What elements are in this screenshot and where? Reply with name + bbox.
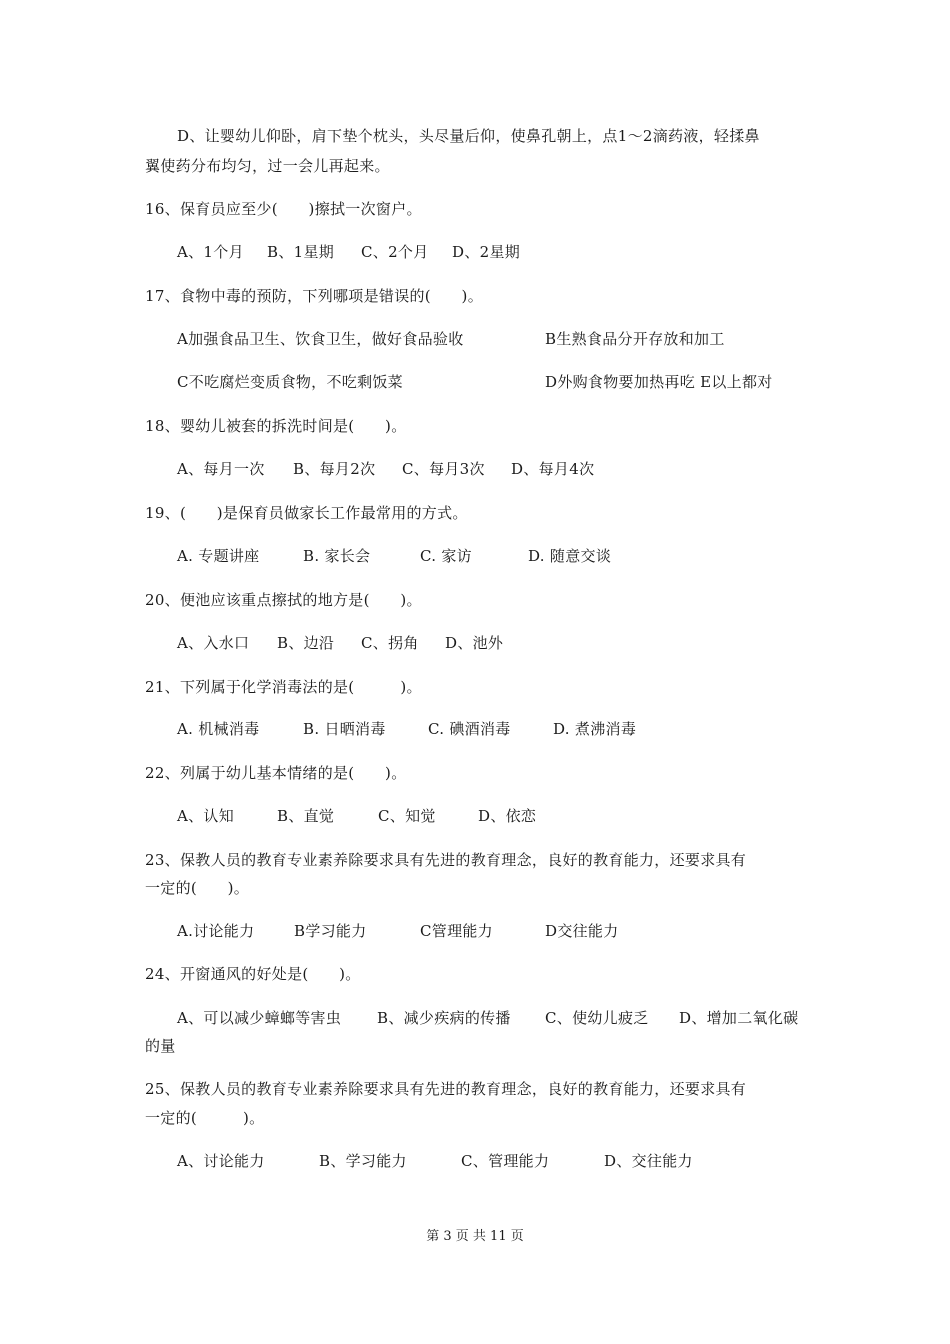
q23-stem-line1: 23、保教人员的教育专业素养除要求具有先进的教育理念，良好的教育能力，还要求具有 — [145, 851, 747, 869]
q15-option-d-line1: D、让婴幼儿仰卧，肩下垫个枕头，头尽量后仰，使鼻孔朝上，点1～2滴药液，轻揉鼻 — [177, 127, 760, 145]
q23-option-d: D交往能力 — [545, 922, 619, 940]
q24-option-a: A、可以减少蟑螂等害虫 — [177, 1009, 342, 1027]
q18-option-a: A、每月一次 — [177, 460, 265, 478]
q25-stem-line2: 一定的( )。 — [145, 1109, 265, 1127]
q23-option-c: C管理能力 — [420, 922, 493, 940]
q19-stem: 19、( )是保育员做家长工作最常用的方式。 — [145, 504, 468, 522]
q20-option-c: C、拐角 — [361, 634, 419, 652]
q19-option-a: A. 专题讲座 — [177, 547, 260, 565]
q16-option-b: B、1星期 — [267, 243, 335, 261]
q23-option-a: A.讨论能力 — [177, 922, 255, 940]
q17-option-b: B生熟食品分开存放和加工 — [545, 330, 725, 348]
q19-option-c: C. 家访 — [420, 547, 472, 565]
q24-option-d: D、增加二氧化碳 — [679, 1009, 799, 1027]
q17-option-d: D外购食物要加热再吃 E以上都对 — [545, 373, 773, 391]
q23-stem-line2: 一定的( )。 — [145, 879, 250, 897]
q25-option-d: D、交往能力 — [604, 1152, 693, 1170]
q16-stem: 16、保育员应至少( )擦拭一次窗户。 — [145, 200, 422, 218]
q21-stem: 21、下列属于化学消毒法的是( )。 — [145, 678, 422, 696]
q20-option-a: A、入水口 — [177, 634, 250, 652]
q17-option-c: C不吃腐烂变质食物，不吃剩饭菜 — [177, 373, 403, 391]
page-number-footer: 第 3 页 共 11 页 — [426, 1229, 524, 1244]
q21-option-c: C. 碘酒消毒 — [428, 720, 511, 738]
q22-option-b: B、直觉 — [277, 807, 335, 825]
q16-option-a: A、1个月 — [177, 243, 244, 261]
q18-option-d: D、每月4次 — [511, 460, 595, 478]
q24-option-b: B、减少疾病的传播 — [377, 1009, 511, 1027]
q22-stem: 22、列属于幼儿基本情绪的是( )。 — [145, 764, 407, 782]
q20-option-d: D、池外 — [445, 634, 504, 652]
q21-option-a: A. 机械消毒 — [177, 720, 260, 738]
q24-stem: 24、开窗通风的好处是( )。 — [145, 965, 361, 983]
q25-option-b: B、学习能力 — [319, 1152, 407, 1170]
q20-option-b: B、边沿 — [277, 634, 335, 652]
q22-option-d: D、依恋 — [478, 807, 537, 825]
q25-stem-line1: 25、保教人员的教育专业素养除要求具有先进的教育理念，良好的教育能力，还要求具有 — [145, 1080, 747, 1098]
q18-option-c: C、每月3次 — [402, 460, 485, 478]
q22-option-c: C、知觉 — [378, 807, 436, 825]
q18-stem: 18、婴幼儿被套的拆洗时间是( )。 — [145, 417, 407, 435]
q17-stem: 17、食物中毒的预防，下列哪项是错误的( )。 — [145, 287, 483, 305]
q21-option-d: D. 煮沸消毒 — [553, 720, 637, 738]
q25-option-c: C、管理能力 — [461, 1152, 550, 1170]
q24-option-c: C、使幼儿疲乏 — [545, 1009, 649, 1027]
q21-option-b: B. 日晒消毒 — [303, 720, 386, 738]
q25-option-a: A、讨论能力 — [177, 1152, 265, 1170]
q20-stem: 20、便池应该重点擦拭的地方是( )。 — [145, 591, 422, 609]
q15-option-d-line2: 翼使药分布均匀，过一会儿再起来。 — [145, 157, 390, 175]
q19-option-b: B. 家长会 — [303, 547, 371, 565]
q24-option-d-wrap: 的量 — [145, 1037, 176, 1055]
q16-option-c: C、2个月 — [361, 243, 429, 261]
q18-option-b: B、每月2次 — [293, 460, 376, 478]
q19-option-d: D. 随意交谈 — [528, 547, 612, 565]
q23-option-b: B学习能力 — [294, 922, 367, 940]
q17-option-a: A加强食品卫生、饮食卫生，做好食品验收 — [177, 330, 464, 348]
q16-option-d: D、2星期 — [452, 243, 521, 261]
q22-option-a: A、认知 — [177, 807, 235, 825]
